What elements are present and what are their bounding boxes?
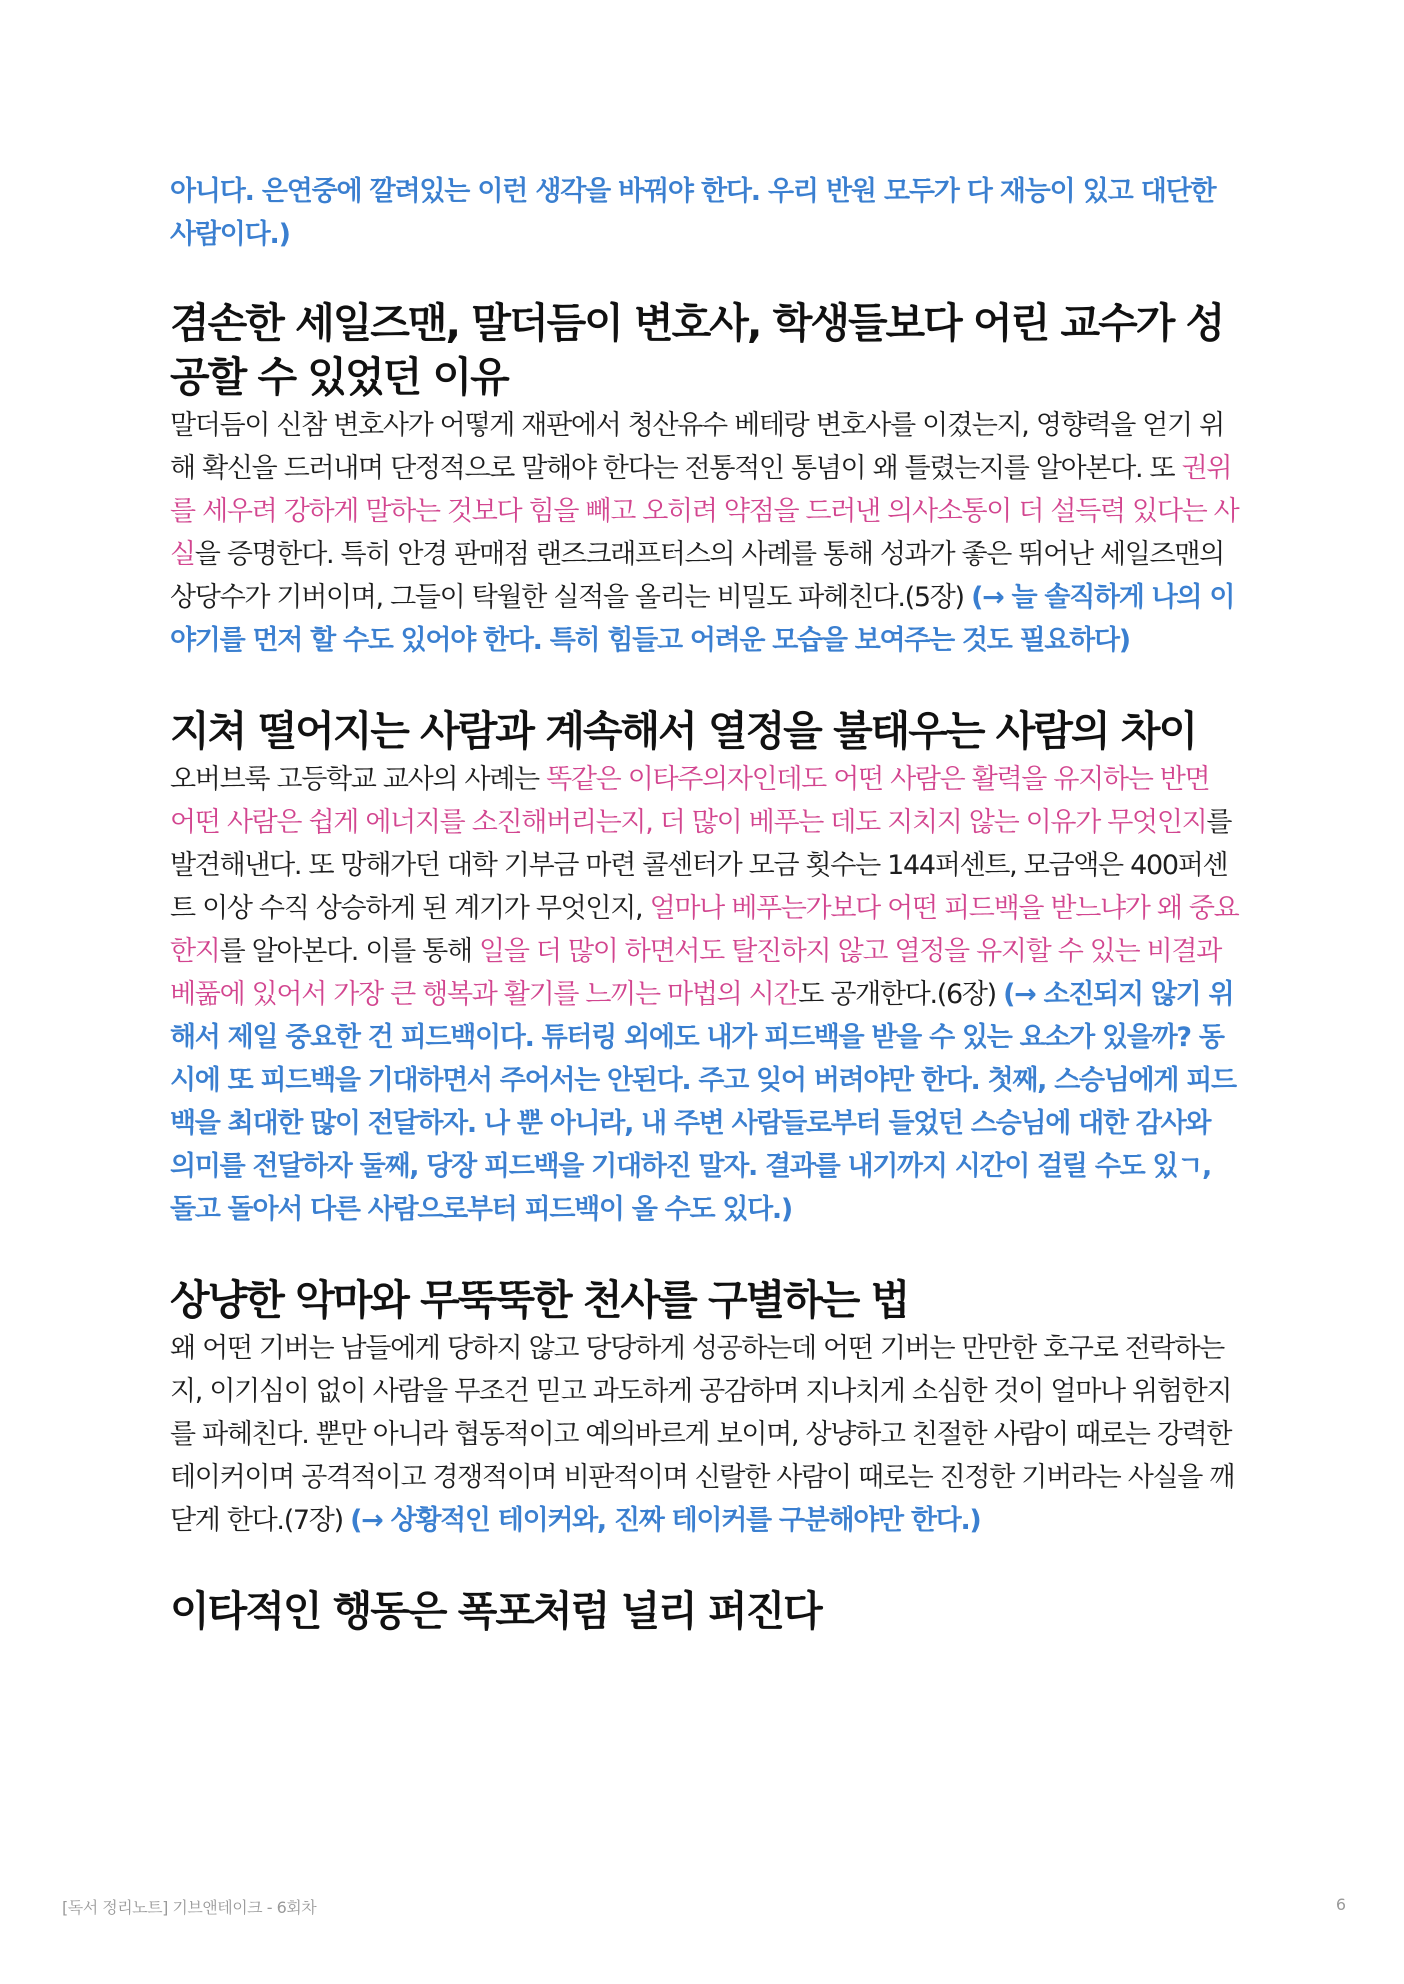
intro-note: 아니다. 은연중에 깔려있는 이런 생각을 바꿔야 한다. 우리 반원 모두가 다 재능이 있고 대단한 사람이다.) xyxy=(170,176,1216,250)
section-body-7 xyxy=(170,1327,1240,1542)
section-body-5 xyxy=(170,404,1240,662)
highlight-text: 일을 더 많이 하면서도 탈진하지 않고 열정을 유지할 수 있는 비결과 베풂에 있어서 가장 큰 행복과 활기를 느끼는 마법의 시간 xyxy=(170,936,1221,1010)
section-heading-7: 상냥한 악마와 무뚝뚝한 천사를 구별하는 법 xyxy=(170,1276,909,1324)
highlight-text: 똑같은 이타주의자인데도 어떤 사람은 활력을 유지하는 반면 어떤 사람은 쉽게 에너지를 소진해버리는지, 더 많이 베푸는 데도 지치지 않는 이유가 무엇인지 xyxy=(170,764,1210,838)
highlight-text: 얼마나 베푸는가보다 어떤 피드백을 받느냐가 왜 중요한지 xyxy=(170,893,1239,967)
reader-note: (→ 늘 솔직하게 나의 이야기를 먼저 할 수도 있어야 한다. 특히 힘들고 어려운 모습을 보여주는 것도 필요하다) xyxy=(170,582,1235,656)
section-heading-6: 지쳐 떨어지는 사람과 계속해서 열정을 불태우는 사람의 차이 xyxy=(170,707,1197,755)
body-text: 를 발견해낸다. 또 망해가던 대학 기부금 마련 콜센터가 모금 횟수는 144퍼센트, 모금액은 400퍼센트 이상 수직 상승하게 된 계기가 무엇인지, xyxy=(170,807,1232,924)
section-heading-5: 겸손한 세일즈맨, 말더듬이 변호사, 학생들보다 어린 교수가 성공할 수 있었던 이유 xyxy=(170,299,1224,401)
page-number: 6 xyxy=(1335,1895,1346,1914)
body-text: 도 공개한다.(6장) xyxy=(798,979,1004,1010)
body-text: 를 알아본다. 이를 통해 xyxy=(219,936,480,967)
body-text: 말더듬이 신참 변호사가 어떻게 재판에서 청산유수 베테랑 변호사를 이겼는지, 영향력을 얻기 위해 확신을 드러내며 단정적으로 말해야 한다는 전통적인 통념이 왜 틀렸는지를 알아본다. 또 xyxy=(170,410,1224,484)
body-text: 을 증명한다. 특히 안경 판매점 랜즈크래프터스의 사례를 통해 성과가 좋은 뛰어난 세일즈맨의 상당수가 기버이며, 그들이 탁월한 실적을 올리는 비밀도 파헤친다.(5장) xyxy=(170,539,1224,613)
section-heading-8: 이타적인 행동은 폭포처럼 널리 퍼진다 xyxy=(170,1587,821,1635)
highlight-text: 권위를 세우려 강하게 말하는 것보다 힘을 빼고 오히려 약점을 드러낸 의사소통이 더 설득력 있다는 사실 xyxy=(170,453,1239,570)
reader-note: (→ 소진되지 않기 위해서 제일 중요한 건 피드백이다. 튜터링 외에도 내가 피드백을 받을 수 있는 요소가 있을까? 동시에 또 피드백을 기대하면서 주어서는 안된다. 주고 잊어 버려야만 한다. 첫째, 스승님에게 피드백을 최대한 많이 전달하자. 나 뿐 아니라, 내 주변 사람들로부터 들었던 스승님에 대한 감사와 의미를 전달하자 둘째, 당장 피드백을 기대하진 말자. 결과를 내기까지 시간이 걸릴 수도 있ㄱ, 돌고 돌아서 다른 사람으로부터 피드백이 올 수도 있다.) xyxy=(170,979,1236,1225)
body-text: 왜 어떤 기버는 남들에게 당하지 않고 당당하게 성공하는데 어떤 기버는 만만한 호구로 전락하는지, 이기심이 없이 사람을 무조건 믿고 과도하게 공감하며 지나치게 소심한 것이 얼마나 위험한지를 파헤친다. 뿐만 아니라 협동적이고 예의바르게 보이며, 상냥하고 친절한 사람이 때로는 강력한 테이커이며 공격적이고 경쟁적이며 비판적이며 신랄한 사람이 때로는 진정한 기버라는 사실을 깨닫게 한다.(7장) xyxy=(170,1333,1235,1536)
body-text: 오버브룩 고등학교 교사의 사례는 xyxy=(170,764,547,795)
footer-title: [독서 정리노트] 기브앤테이크 - 6회차 xyxy=(62,1898,317,1917)
page-content xyxy=(170,170,1240,1638)
section-body-6 xyxy=(170,758,1240,1231)
reader-note: (→ 상황적인 테이커와, 진짜 테이커를 구분해야만 한다.) xyxy=(350,1505,981,1536)
